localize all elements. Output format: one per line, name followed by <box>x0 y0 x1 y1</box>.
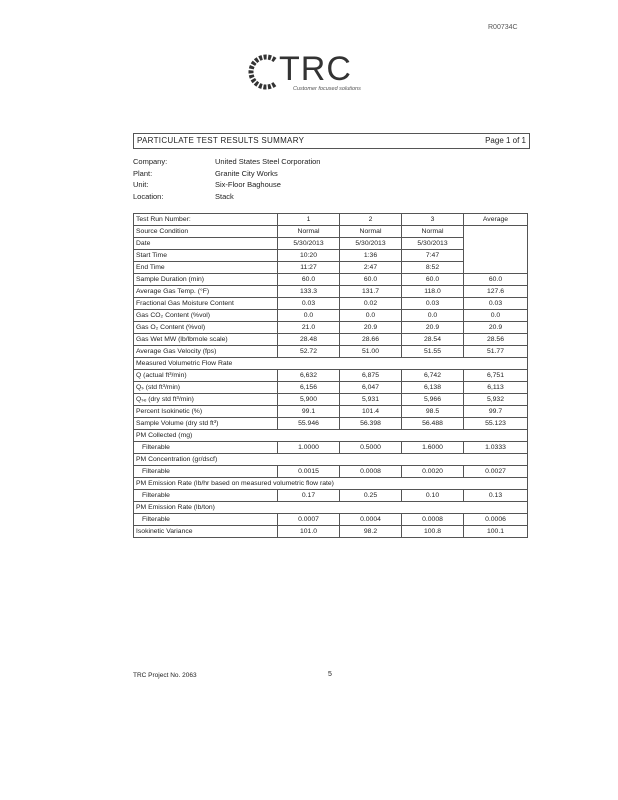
section-label: PM Emission Rate (lb/hr based on measured volumetric flow rate) <box>134 478 528 490</box>
run-value: 52.72 <box>278 346 340 358</box>
run-value: 8:52 <box>402 262 464 274</box>
run-value: 60.0 <box>340 274 402 286</box>
run-header-row <box>134 214 528 226</box>
average-value: 28.56 <box>464 334 528 346</box>
run-value: 0.0 <box>340 310 402 322</box>
average-value: 51.77 <box>464 346 528 358</box>
section-label: PM Concentration (gr/dscf) <box>134 454 528 466</box>
document-id: R00734C <box>488 24 518 31</box>
run-value: 0.03 <box>402 298 464 310</box>
table-row <box>134 274 528 286</box>
table-row <box>134 514 528 526</box>
run-value: 0.17 <box>278 490 340 502</box>
row-label: Q (actual ft³/min) <box>134 370 278 382</box>
run-value: 0.02 <box>340 298 402 310</box>
average-value: 6,113 <box>464 382 528 394</box>
run-value: 100.8 <box>402 526 464 538</box>
run-value: 101.0 <box>278 526 340 538</box>
run-value: Normal <box>340 226 402 238</box>
run-value: 51.55 <box>402 346 464 358</box>
table-row <box>134 322 528 334</box>
run-value: 55.946 <box>278 418 340 430</box>
run-value: 28.54 <box>402 334 464 346</box>
run-value: 56.488 <box>402 418 464 430</box>
average-value: 1.0333 <box>464 442 528 454</box>
table-row <box>134 286 528 298</box>
run-value: 28.48 <box>278 334 340 346</box>
run-value: 0.5000 <box>340 442 402 454</box>
run-number: 3 <box>402 214 464 226</box>
table-row <box>134 478 528 490</box>
info-label: Company: <box>133 157 168 166</box>
info-label: Plant: <box>133 168 153 178</box>
average-value: 100.1 <box>464 526 528 538</box>
run-value: 5,900 <box>278 394 340 406</box>
info-row <box>133 168 320 180</box>
row-label: Gas CO₂ Content (%vol) <box>134 310 278 322</box>
table-row <box>134 442 528 454</box>
row-label: Date <box>134 238 278 250</box>
info-row <box>133 179 320 191</box>
footer-project: TRC Project No. 2063 <box>133 672 197 679</box>
results-table <box>133 213 528 538</box>
run-value: 131.7 <box>340 286 402 298</box>
table-row <box>134 454 528 466</box>
run-value: 20.9 <box>340 322 402 334</box>
section-label: PM Collected (mg) <box>134 430 528 442</box>
table-row <box>134 334 528 346</box>
run-value: 0.03 <box>278 298 340 310</box>
row-label: Fractional Gas Moisture Content <box>134 298 278 310</box>
table-row <box>134 418 528 430</box>
run-value: 7:47 <box>402 250 464 262</box>
table-row <box>134 226 528 238</box>
row-label: Filterable <box>134 466 278 478</box>
run-value: 0.0015 <box>278 466 340 478</box>
average-value: 0.0 <box>464 310 528 322</box>
table-row <box>134 298 528 310</box>
run-value: 0.0008 <box>340 466 402 478</box>
run-value: 99.1 <box>278 406 340 418</box>
run-value: 1.0000 <box>278 442 340 454</box>
average-value: 0.0027 <box>464 466 528 478</box>
run-number: 2 <box>340 214 402 226</box>
average-value: 20.9 <box>464 322 528 334</box>
row-label: Gas Wet MW (lb/lbmole scale) <box>134 334 278 346</box>
source-info <box>133 156 320 202</box>
row-label: Filterable <box>134 514 278 526</box>
run-value: 101.4 <box>340 406 402 418</box>
row-label: Gas O₂ Content (%vol) <box>134 322 278 334</box>
run-value: 5/30/2013 <box>340 238 402 250</box>
row-label: Filterable <box>134 490 278 502</box>
run-value: 0.10 <box>402 490 464 502</box>
row-label: Sample Duration (min) <box>134 274 278 286</box>
average-value: 55.123 <box>464 418 528 430</box>
logo-tagline: Customer focused solutions <box>293 86 361 92</box>
info-value: United States Steel Corporation <box>215 157 321 166</box>
run-value: 98.5 <box>402 406 464 418</box>
run-value: 118.0 <box>402 286 464 298</box>
row-label: Qₛ (std ft³/min) <box>134 382 278 394</box>
run-value: 0.0008 <box>402 514 464 526</box>
info-row <box>133 191 320 203</box>
row-label: Average Gas Velocity (fps) <box>134 346 278 358</box>
average-value: 5,932 <box>464 394 528 406</box>
table-row <box>134 358 528 370</box>
run-number: 1 <box>278 214 340 226</box>
table-row <box>134 394 528 406</box>
run-value: 20.9 <box>402 322 464 334</box>
run-value: 5/30/2013 <box>278 238 340 250</box>
average-value: 60.0 <box>464 274 528 286</box>
row-label: Isokinetic Variance <box>134 526 278 538</box>
logo-wordmark: TRC <box>279 50 352 88</box>
average-header: Average <box>464 214 528 226</box>
info-label: Location: <box>133 191 164 201</box>
footer-page: 5 <box>328 671 332 678</box>
table-row <box>134 310 528 322</box>
average-value <box>464 262 528 274</box>
page-number: Page 1 of 1 <box>485 136 526 145</box>
run-value: Normal <box>402 226 464 238</box>
average-value: 0.0006 <box>464 514 528 526</box>
run-value: 2:47 <box>340 262 402 274</box>
table-row <box>134 466 528 478</box>
run-value: 0.0007 <box>278 514 340 526</box>
average-value: 0.13 <box>464 490 528 502</box>
run-value: 1:36 <box>340 250 402 262</box>
average-value <box>464 250 528 262</box>
run-value: 51.00 <box>340 346 402 358</box>
average-value <box>464 238 528 250</box>
run-value: 6,632 <box>278 370 340 382</box>
table-row <box>134 250 528 262</box>
run-header-label: Test Run Number: <box>134 214 278 226</box>
trc-logo <box>245 50 385 98</box>
table-row <box>134 238 528 250</box>
run-value: 60.0 <box>278 274 340 286</box>
average-value: 0.03 <box>464 298 528 310</box>
row-label: Percent Isokinetic (%) <box>134 406 278 418</box>
run-value: 0.0020 <box>402 466 464 478</box>
row-label: Start Time <box>134 250 278 262</box>
run-value: 1.6000 <box>402 442 464 454</box>
average-value: 99.7 <box>464 406 528 418</box>
run-value: 60.0 <box>402 274 464 286</box>
table-row <box>134 370 528 382</box>
run-value: 6,047 <box>340 382 402 394</box>
row-label: End Time <box>134 262 278 274</box>
run-value: 6,138 <box>402 382 464 394</box>
table-row <box>134 262 528 274</box>
table-row <box>134 502 528 514</box>
summary-title: PARTICULATE TEST RESULTS SUMMARY <box>137 136 305 145</box>
run-value: 10:20 <box>278 250 340 262</box>
run-value: 133.3 <box>278 286 340 298</box>
run-value: 6,742 <box>402 370 464 382</box>
row-label: Filterable <box>134 442 278 454</box>
run-value: 5/30/2013 <box>402 238 464 250</box>
run-value: 5,931 <box>340 394 402 406</box>
info-row <box>133 156 320 168</box>
info-value: Stack <box>215 191 234 201</box>
info-value: Granite City Works <box>215 168 278 178</box>
table-row <box>134 490 528 502</box>
run-value: 5,966 <box>402 394 464 406</box>
info-label: Unit: <box>133 180 149 189</box>
run-value: 0.0 <box>402 310 464 322</box>
run-value: 56.398 <box>340 418 402 430</box>
run-value: 98.2 <box>340 526 402 538</box>
table-row <box>134 382 528 394</box>
row-label: Average Gas Temp. (°F) <box>134 286 278 298</box>
table-row <box>134 346 528 358</box>
run-value: 28.66 <box>340 334 402 346</box>
run-value: 11:27 <box>278 262 340 274</box>
table-row <box>134 526 528 538</box>
average-value: 127.6 <box>464 286 528 298</box>
section-label: PM Emission Rate (lb/ton) <box>134 502 528 514</box>
run-value: 0.25 <box>340 490 402 502</box>
summary-header <box>133 133 530 149</box>
run-value: 6,156 <box>278 382 340 394</box>
run-value: 0.0 <box>278 310 340 322</box>
run-value: Normal <box>278 226 340 238</box>
table-row <box>134 406 528 418</box>
section-label: Measured Volumetric Flow Rate <box>134 358 528 370</box>
table-row <box>134 430 528 442</box>
row-label: Source Condition <box>134 226 278 238</box>
average-value <box>464 226 528 238</box>
run-value: 21.0 <box>278 322 340 334</box>
row-label: Qₛₑ (dry std ft³/min) <box>134 394 278 406</box>
average-value: 6,751 <box>464 370 528 382</box>
row-label: Sample Volume (dry std ft³) <box>134 418 278 430</box>
info-value: Six-Floor Baghouse <box>215 180 281 189</box>
run-value: 6,875 <box>340 370 402 382</box>
run-value: 0.0004 <box>340 514 402 526</box>
